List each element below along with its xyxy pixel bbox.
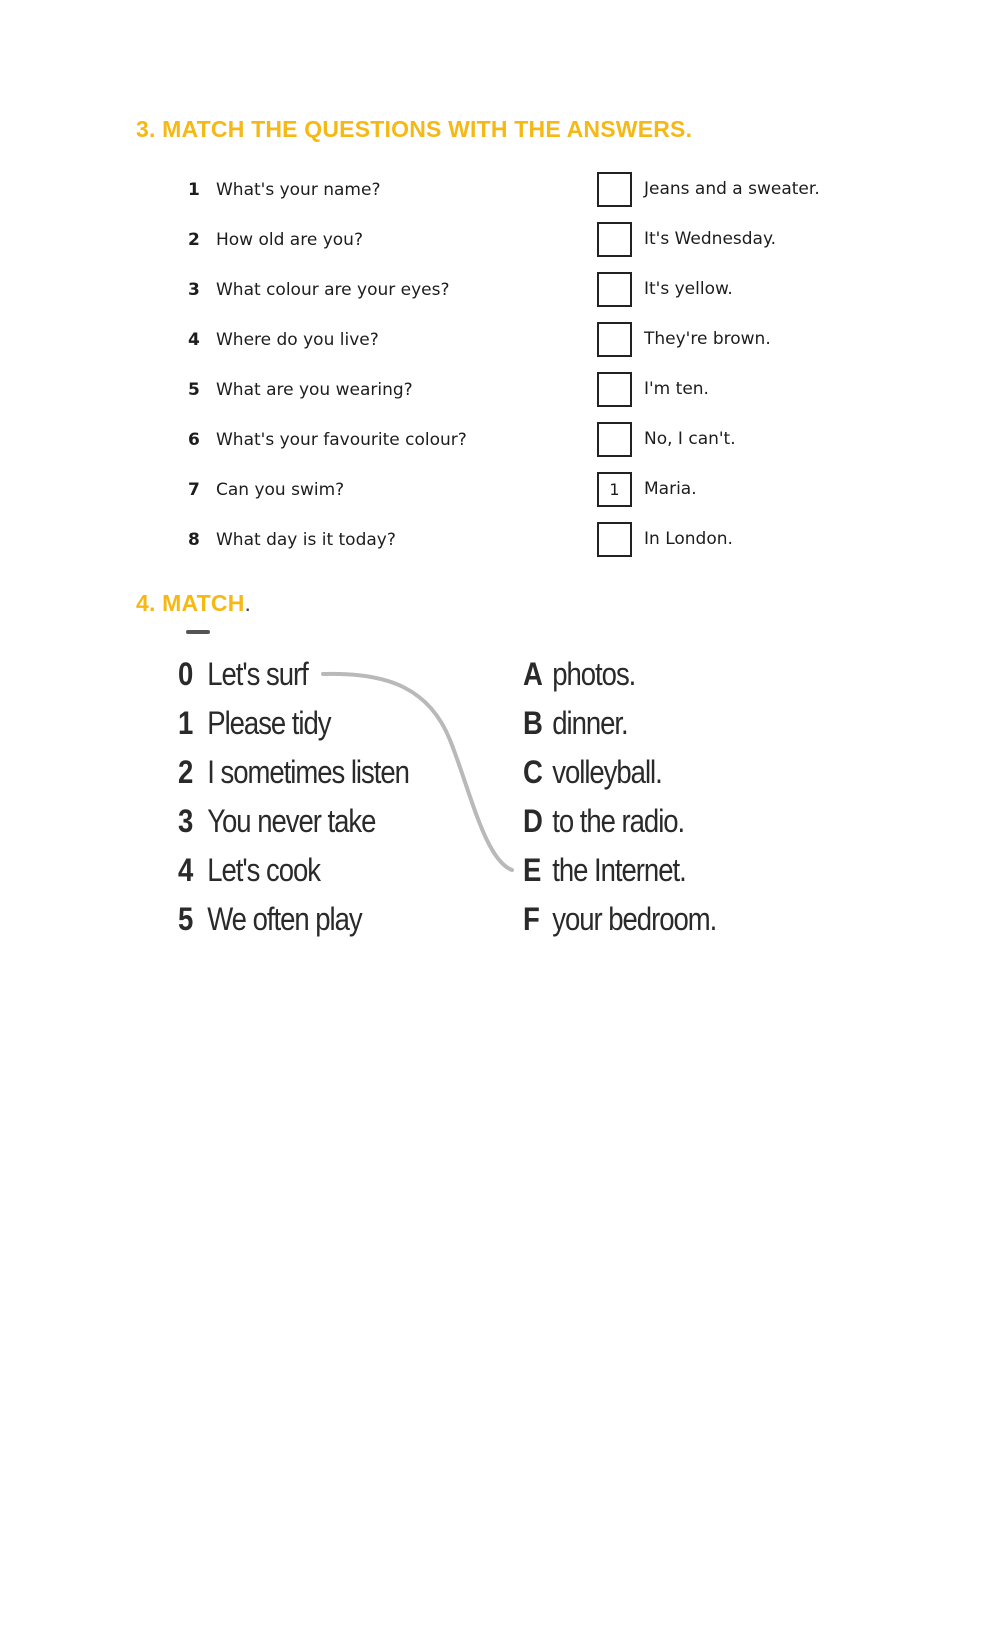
ending-text: your bedroom. [552,900,717,937]
answer-text: Maria. [644,479,697,499]
ending-letter: E [523,851,541,888]
answer-row [597,269,733,309]
question-text: What's your name? [216,180,381,200]
answer-text: In London. [644,529,733,549]
answer-box[interactable] [597,172,632,207]
exercise-4-title-text: 4. MATCH [136,590,245,616]
question-row [188,375,413,405]
ending-letter: F [523,900,539,937]
ending-letter: A [523,655,542,692]
ending-row [523,897,716,941]
answer-box[interactable]: 1 [597,472,632,507]
question-number: 5 [188,380,200,400]
answer-row [597,319,771,359]
question-number: 6 [188,430,200,450]
question-text: What are you wearing? [216,380,413,400]
question-row [188,325,379,355]
ending-letter: D [523,802,542,839]
ending-text: to the radio. [552,802,685,839]
answer-text: I'm ten. [644,379,709,399]
ending-letter: B [523,704,542,741]
starter-number: 1 [178,704,193,741]
answer-box[interactable] [597,272,632,307]
starter-row [178,897,362,941]
ending-text: volleyball. [552,753,662,790]
starter-text: Let's cook [207,851,320,888]
starter-text: Let's surf [207,655,308,692]
answer-row [597,519,733,559]
question-number: 1 [188,180,200,200]
starter-row [178,799,375,843]
answer-box[interactable] [597,422,632,457]
answer-text: No, I can't. [644,429,736,449]
question-number: 2 [188,230,200,250]
starter-text: You never take [207,802,376,839]
question-number: 8 [188,530,200,550]
starter-number: 0 [178,655,193,692]
ending-letter: C [523,753,542,790]
question-text: Where do you live? [216,330,379,350]
answer-box[interactable] [597,322,632,357]
starter-row [178,652,308,696]
ending-row [523,799,684,843]
ending-row [523,750,662,794]
ending-row [523,848,686,892]
ending-row [523,701,628,745]
example-tick-mark [186,630,210,634]
answer-row [597,219,776,259]
question-number: 7 [188,480,200,500]
starter-text: We often play [207,900,362,937]
question-text: Can you swim? [216,480,345,500]
answer-text: It's yellow. [644,279,733,299]
exercise-4-title-dot: . [244,590,252,616]
answer-text: Jeans and a sweater. [644,179,820,199]
answer-box[interactable] [597,522,632,557]
starter-number: 3 [178,802,193,839]
question-text: What colour are your eyes? [216,280,450,300]
ending-row [523,652,635,696]
question-text: How old are you? [216,230,363,250]
question-number: 4 [188,330,200,350]
starter-number: 2 [178,753,193,790]
question-row [188,275,450,305]
answer-text: They're brown. [644,329,771,349]
starter-text: Please tidy [207,704,331,741]
answer-box[interactable] [597,372,632,407]
starter-row [178,701,331,745]
answer-row [597,169,820,209]
exercise-3-title: 3. MATCH THE QUESTIONS WITH THE ANSWERS. [136,116,693,142]
question-row [188,475,344,505]
answer-row [597,369,709,409]
question-row [188,175,380,205]
starter-row [178,848,320,892]
question-text: What day is it today? [216,530,396,550]
question-text: What's your favourite colour? [216,430,467,450]
answer-box[interactable] [597,222,632,257]
question-row [188,225,363,255]
answer-row [597,419,736,459]
ending-text: the Internet. [552,851,686,888]
ending-text: dinner. [552,704,628,741]
starter-number: 4 [178,851,193,888]
starter-text: I sometimes listen [207,753,409,790]
answer-row [597,469,697,509]
question-number: 3 [188,280,200,300]
exercise-4-title [136,590,251,617]
answer-text: It's Wednesday. [644,229,777,249]
ending-text: photos. [552,655,636,692]
starter-number: 5 [178,900,193,937]
question-row [188,425,467,455]
starter-row [178,750,409,794]
question-row [188,525,396,555]
